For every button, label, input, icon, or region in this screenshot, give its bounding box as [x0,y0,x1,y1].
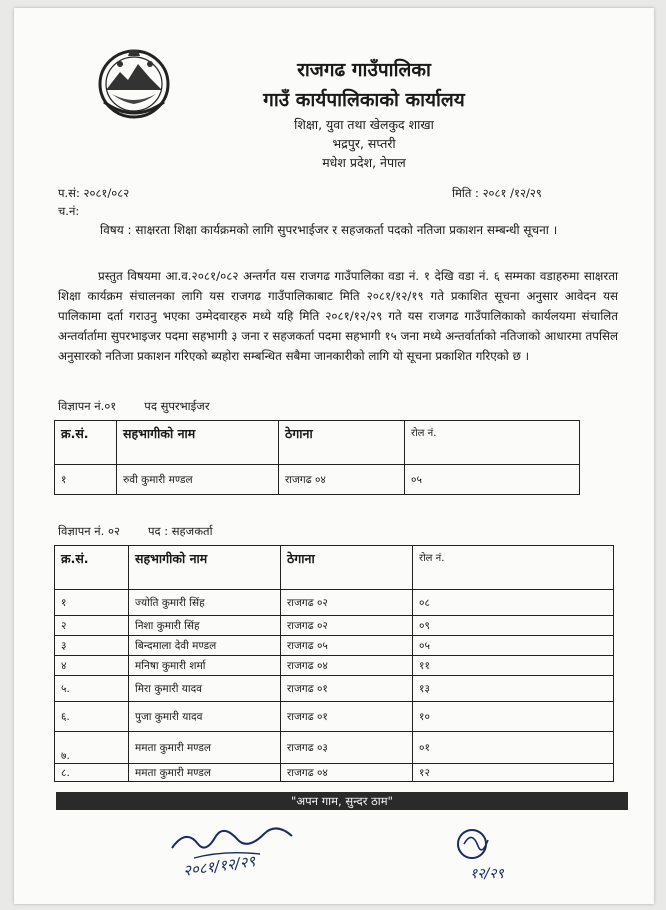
cell-serial: ८. [55,764,129,782]
col-address: ठेगाना [279,421,405,465]
cell-name: रुवी कुमारी मण्डल [117,465,279,495]
cell-serial: ४ [55,656,129,676]
cell-serial: ३ [55,636,129,656]
cell-name: ममता कुमारी मण्डल [129,732,281,764]
table-header-row [55,546,614,590]
cell-serial: ५. [55,676,129,702]
section-name: शिक्षा, युवा तथा खेलकुद शाखा [294,117,434,132]
cell-address: राजगढ ०१ [281,676,413,702]
cell-address: राजगढ ०४ [281,764,413,782]
cell-name: निशा कुमारी सिंह [129,616,281,636]
section1-caption [58,399,210,414]
section2-ad-number: विज्ञापन नं. ०२ [58,524,120,538]
province-country: मधेश प्रदेश, नेपाल [322,155,406,170]
cell-name: पुजा कुमारी यादव [129,702,281,732]
table-row [55,702,614,732]
cell-serial: ६. [55,702,129,732]
table-row [55,616,614,636]
cell-roll: १३ [413,676,614,702]
slogan-bar: "अपन गाम, सुन्दर ठाम" [56,792,628,810]
col-roll: रोल नं. [413,546,614,590]
cell-address: राजगढ ०४ [279,465,405,495]
right-signature-icon [442,822,538,892]
office-title: गाउँ कार्यपालिकाको कार्यालय [263,89,465,111]
cell-address: राजगढ ०३ [281,732,413,764]
cell-address: राजगढ ०२ [281,616,413,636]
section1-ad-number: विज्ञापन नं.०१ [58,399,117,413]
facilitator-result-table [54,545,614,782]
table-row [55,636,614,656]
right-signature-date: १२/२९ [470,866,504,882]
notice-date: मिति : २०८१ /१२/२९ [452,186,542,200]
table-row [55,590,614,616]
notice-page [14,8,654,904]
table-row [55,656,614,676]
col-name: सहभागीको नाम [129,546,281,590]
cell-roll: ०८ [413,590,614,616]
cell-name: ज्योति कुमारी सिंह [129,590,281,616]
dispatch-number: च.नं: [58,204,80,218]
col-serial: क्र.सं. [55,421,117,465]
cell-serial: ७. [55,732,129,764]
col-serial: क्र.सं. [55,546,129,590]
table-row [55,465,580,495]
table-row [55,676,614,702]
cell-serial: १ [55,465,117,495]
cell-address: राजगढ ०४ [281,656,413,676]
table-header-row [55,421,580,465]
cell-name: ममता कुमारी मण्डल [129,764,281,782]
col-name: सहभागीको नाम [117,421,279,465]
cell-roll: ०५ [413,636,614,656]
cell-roll: ०५ [405,465,580,495]
subject-line: विषय : साक्षरता शिक्षा कार्यक्रमको लागि सुपरभाईजर र सहजकर्ता पदको नतिजा प्रकाशन सम्बन्धी सूचना । [100,223,558,237]
cell-name: मनिषा कुमारी शर्मा [129,656,281,676]
cell-roll: ०९ [413,616,614,636]
cell-roll: ११ [413,656,614,676]
cell-roll: ०१ [413,732,614,764]
office-location: भद्रपुर, सप्तरी [332,136,396,151]
col-address: ठेगाना [281,546,413,590]
office-name: राजगढ गाउँपालिका [297,59,431,81]
cell-roll: १२ [413,764,614,782]
col-roll: रोल नं. [405,421,580,465]
body-paragraph: प्रस्तुत विषयमा आ.व.२०८१/०८२ अन्तर्गत यस राजगढ गाउँपालिका वडा नं. १ देखि वडा नं. ६ सम्मका वडाहरुमा साक्षरता शिक्षा कार्यक्रम संचालनका लागि यस राजगढ गाउँपालिकाबाट मिति २०८१/१२/१९ गते प्रकाशित सूचना अनुसार आवेदन यस पालिकामा दर्ता गराउनु भएका उम्मेदवारहरु मध्ये यहि मिति २०८१/१२/२९ गते यस राजगढ गाउँपालिकाको कार्यलयमा संचालित अन्तर्वार्तामा सुपरभाइजर पदमा सहभागी ३ जना र सहजकर्ता पदमा सहभागी १५ जना मध्ये अन्तर्वार्ताको नतिजाको आधारमा तपसिल अनुसारको नतिजा प्रकाशन गरिएको ब्यहोरा सम्बन्धित सबैमा जानकारीको लागि यो सूचना प्रकाशित गरिएको छ । [58,269,618,363]
cell-address: राजगढ ०१ [281,702,413,732]
supervisor-result-table [54,420,580,495]
cell-name: मिरा कुमारी यादव [129,676,281,702]
table-row [55,764,614,782]
section2-post: पद : सहजकर्ता [147,524,213,538]
cell-name: बिन्दमाला देवी मण्डल [129,636,281,656]
table-row [55,732,614,764]
left-signature-icon [164,814,314,888]
section2-caption [58,524,213,539]
nepal-emblem-icon [94,44,174,122]
left-signature-date: २०८१/१२/२९ [182,852,257,880]
section1-post: पद सुपरभाईजर [144,399,210,413]
cell-roll: १० [413,702,614,732]
cell-serial: १ [55,590,129,616]
reference-number: प.सं: २०८१/०८२ [58,186,130,200]
cell-serial: २ [55,616,129,636]
cell-address: राजगढ ०५ [281,636,413,656]
cell-address: राजगढ ०२ [281,590,413,616]
